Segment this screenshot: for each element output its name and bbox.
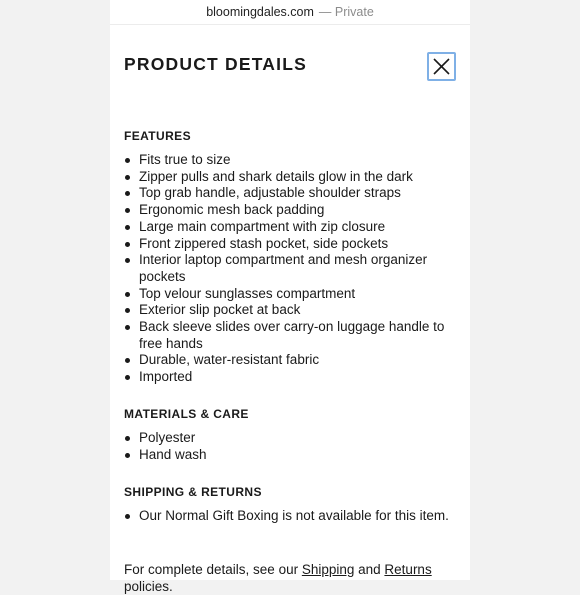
features-heading: FEATURES <box>124 129 191 143</box>
close-button[interactable] <box>427 52 456 81</box>
policy-suffix: policies. <box>124 578 173 594</box>
material-item: Polyester <box>124 430 454 447</box>
close-icon <box>433 58 450 75</box>
feature-item: Top velour sunglasses compartment <box>124 286 454 303</box>
shipping-item: Our Normal Gift Boxing is not available for this item. <box>124 508 454 525</box>
feature-item: Fits true to size <box>124 152 454 169</box>
feature-item: Large main compartment with zip closure <box>124 219 454 236</box>
feature-item: Ergonomic mesh back padding <box>124 202 454 219</box>
shipping-list <box>124 508 454 525</box>
features-list <box>124 152 454 386</box>
feature-item: Imported <box>124 369 454 386</box>
feature-item: Front zippered stash pocket, side pockets <box>124 236 454 253</box>
shipping-heading: SHIPPING & RETURNS <box>124 485 262 499</box>
returns-policy-link[interactable]: Returns <box>384 562 432 577</box>
feature-item: Back sleeve slides over carry-on luggage handle to free hands <box>124 319 454 352</box>
feature-item: Zipper pulls and shark details glow in the dark <box>124 169 454 186</box>
panel-title: PRODUCT DETAILS <box>124 54 307 74</box>
materials-heading: MATERIALS & CARE <box>124 407 249 421</box>
policy-note <box>124 562 454 595</box>
url-domain: bloomingdales.com <box>206 5 314 19</box>
material-item: Hand wash <box>124 447 454 464</box>
shipping-policy-link[interactable]: Shipping <box>301 562 355 577</box>
materials-list <box>124 430 454 463</box>
feature-item: Durable, water-resistant fabric <box>124 352 454 369</box>
product-details-page <box>110 0 470 594</box>
policy-and: and <box>354 562 385 577</box>
policy-prefix: For complete details, see our <box>124 562 302 577</box>
feature-item: Top grab handle, adjustable shoulder straps <box>124 185 454 202</box>
browser-url-bar[interactable] <box>110 0 470 25</box>
private-browsing-label: — Private <box>318 5 374 19</box>
feature-item: Interior laptop compartment and mesh organizer pockets <box>124 252 454 285</box>
feature-item: Exterior slip pocket at back <box>124 302 454 319</box>
